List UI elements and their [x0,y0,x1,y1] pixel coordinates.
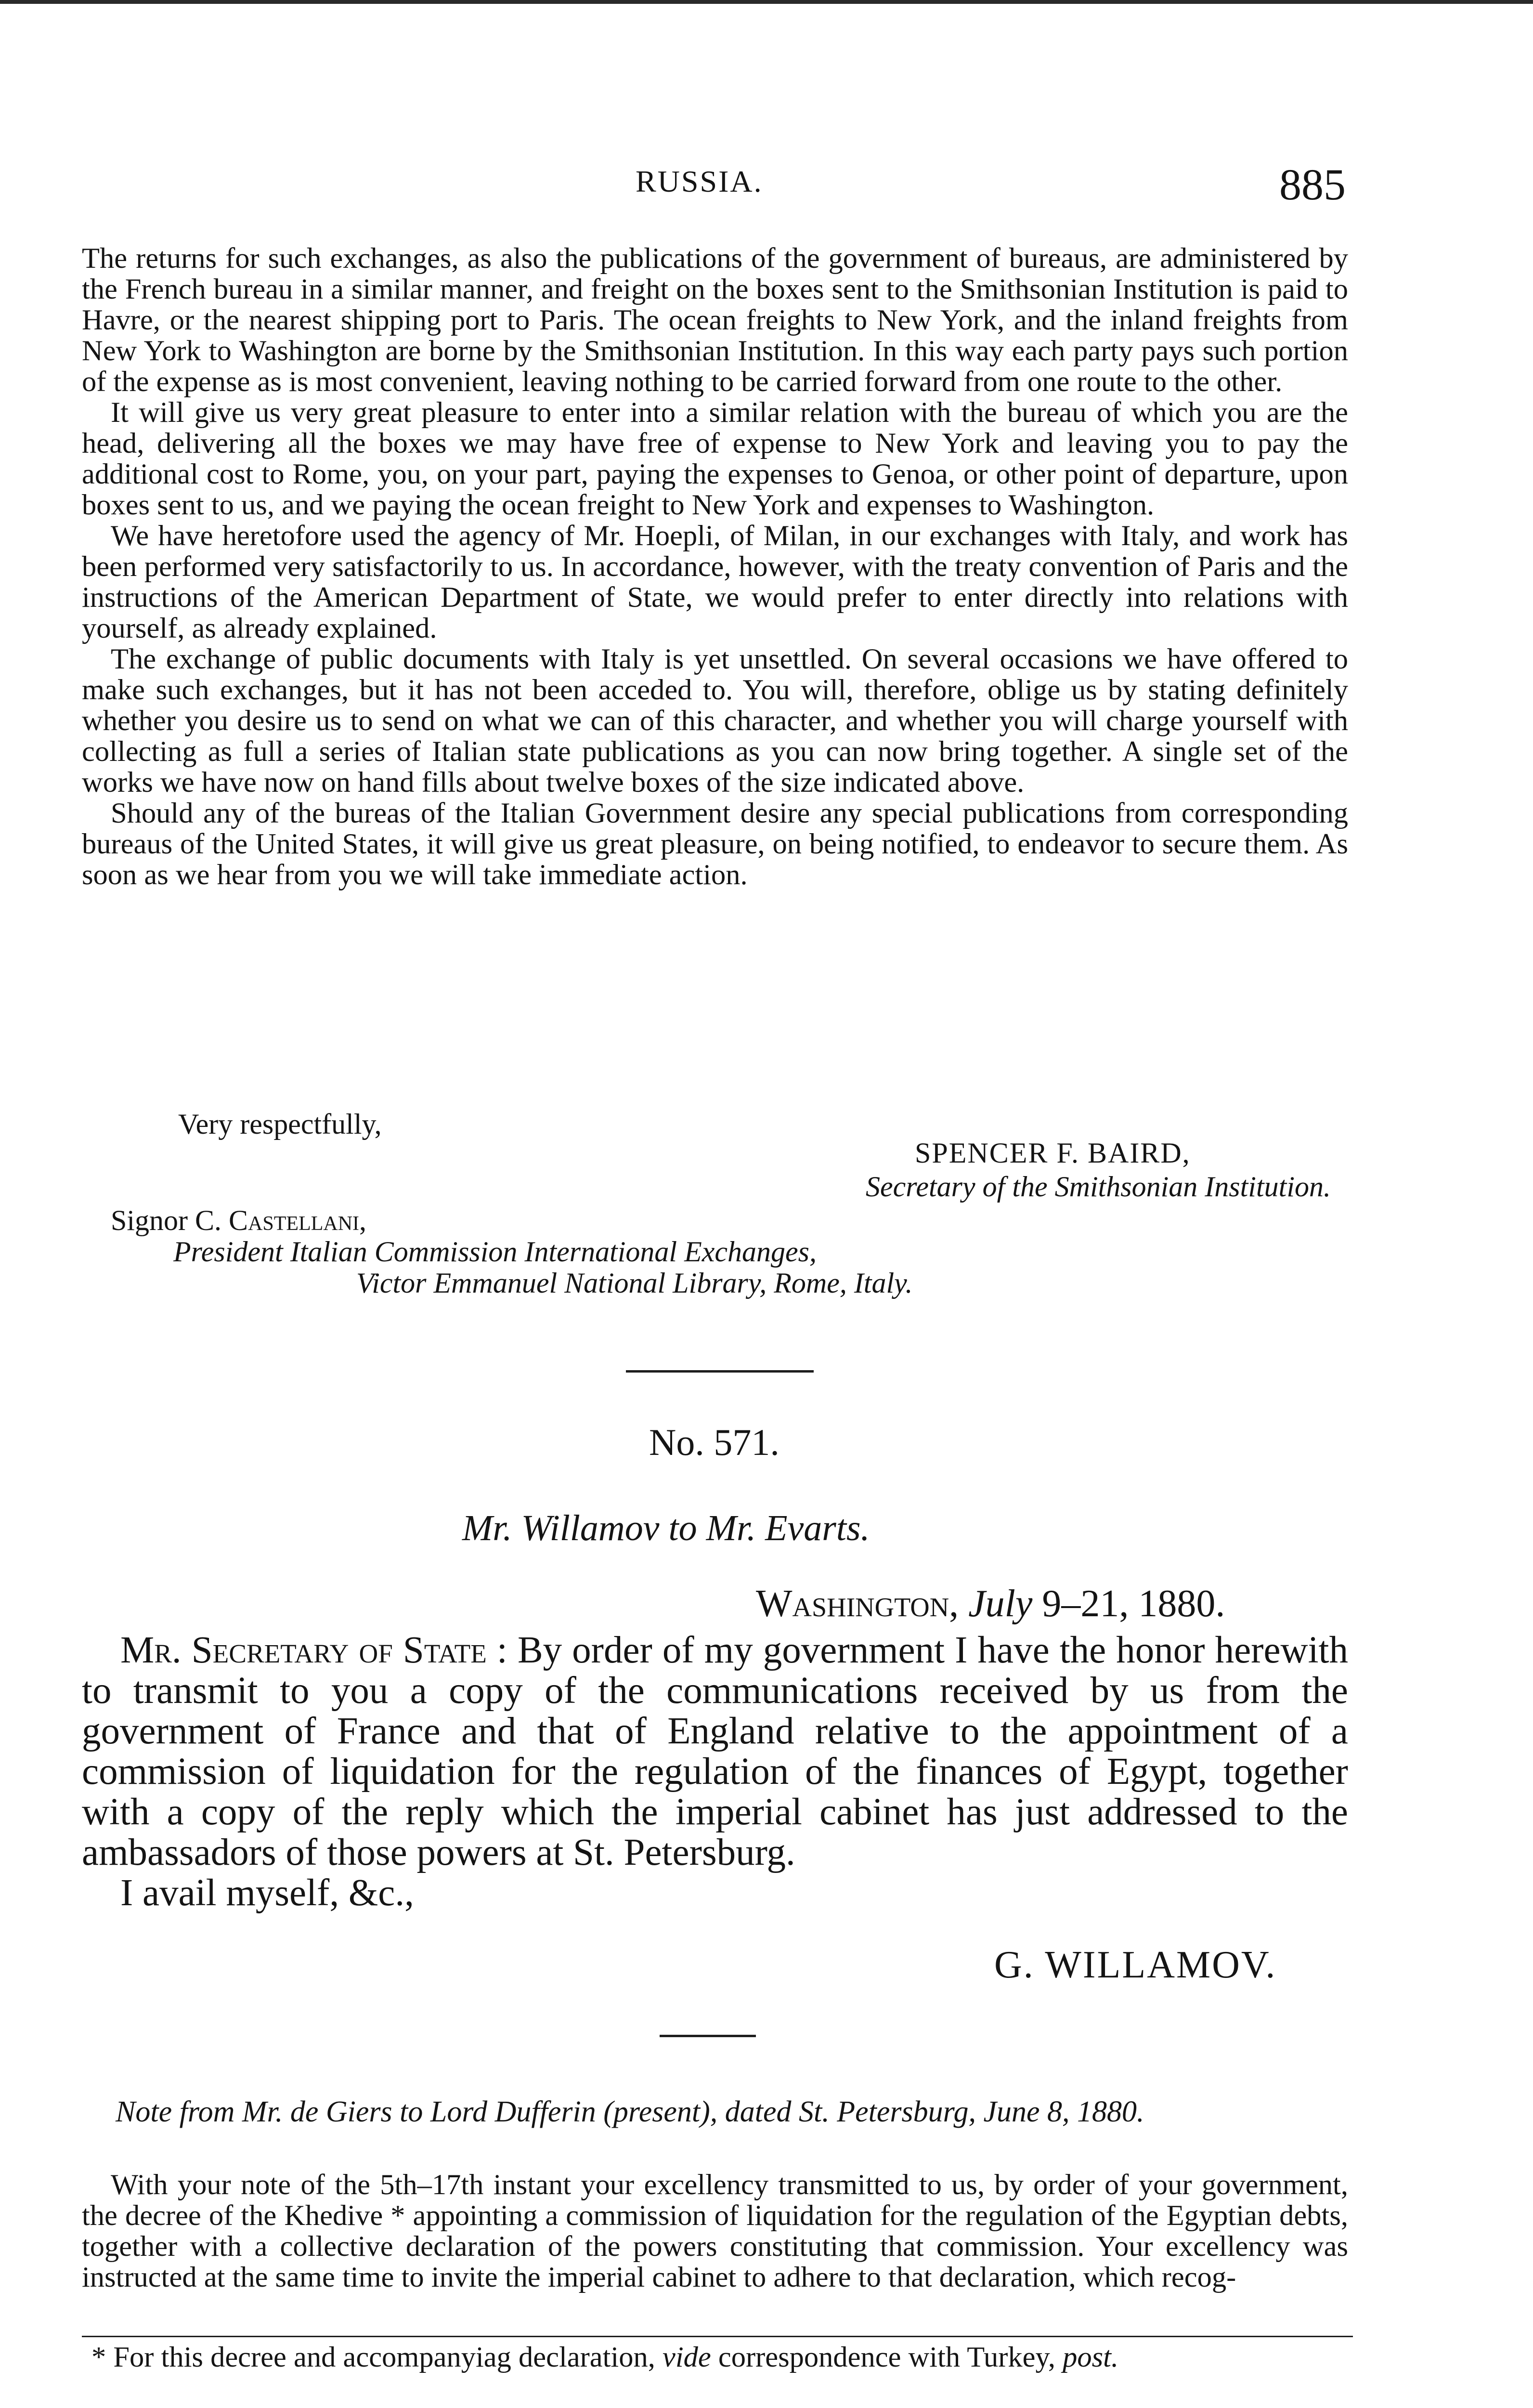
page-number: 885 [1279,160,1346,209]
section-divider [626,1370,814,1373]
salutation-separator: : [486,1629,518,1671]
footnote-vide: vide [662,2341,711,2373]
addressee-line-2: Victor Emmanuel National Library, Rome, Italy. [356,1267,913,1299]
footnote-text [82,2342,1348,2373]
paragraph: The returns for such exchanges, as also the publications of the government of bureaus, are administered by the French bureau in a similar manner, and freight on the boxes sent to the Smithsonian Institution is paid to Havre, or the nearest shipping port to Paris. The ocean freights to New York, and the inland freights from New York to Washington are borne by the Smithsonian Institution. In this way each party pays such portion of the expense as is most convenient, leaving nothing to be carried forward from one route to the other. [82,242,1348,398]
footnote-rule [82,2336,1353,2337]
paragraph: It will give us very great pleasure to enter into a similar relation with the bureau of which you are the head, delivering all the boxes we may have free of expense to New York and leaving you to pay the additional cost to Rome, you, on your part, paying the expenses to Genoa, or other point of departure, upon boxes sent to us, and we paying the ocean freight to New York and expenses to Washington. [82,396,1348,521]
addressee [111,1204,366,1237]
page-header [82,159,1353,212]
section-divider [660,2035,756,2037]
letter-body-large [82,1630,1348,1913]
body-text: By order of my government I have the honor herewith to transmit to you a copy of the communications received by us from the government of France and that of England relative to the appointment of a commission of liquidation for the regulation of the finances of Egypt, together with a copy of the reply which the imperial cabinet has just addressed to the ambassadors of those powers at St. Petersburg. [82,1629,1349,1873]
addressee-name: Castellani, [229,1204,367,1236]
running-head: RUSSIA. [636,164,763,198]
paragraph [82,1630,1348,1873]
footnote-marker: * [91,2341,114,2373]
signature-title: Secretary of the Smithsonian Institution. [865,1171,1331,1203]
closing-line: I avail myself, &c., [120,1872,414,1914]
salutation: Mr. Secretary of State [120,1629,487,1671]
note-body [82,2170,1348,2293]
dateline-month: July [968,1583,1033,1625]
letter-body [82,243,1348,890]
letter-title: Mr. Willamov to Mr. Evarts. [462,1508,870,1548]
document-number: No. 571. [649,1421,779,1463]
footnote-post: post. [1063,2341,1119,2373]
paragraph: We have heretofore used the agency of Mr. Hoepli, of Milan, in our exchanges with Italy, and work has been performed very satisfactorily to us. In accordance, however, with the treaty convention of Paris and the instructions of the American Department of State, we would prefer to enter directly into relations with yourself, as already explained. [82,520,1348,644]
paragraph: Should any of the bureas of the Italian Government desire any special publications from corresponding bureaus of the United States, it will give us great pleasure, on being notified, to endeavor to secure them. As soon as we hear from you we will take immediate action. [82,797,1348,891]
addressee-line-1: President Italian Commission International Exchanges, [173,1236,817,1268]
footnote-text-after: correspondence with Turkey, [711,2341,1063,2373]
footnote-text-before: For this decree and accompanyiag declaration, [113,2341,663,2373]
dateline [756,1582,1225,1626]
addressee-prefix: Signor C. [111,1204,229,1236]
dateline-rest: 9–21, 1880. [1042,1583,1225,1625]
dateline-place: Washington, [756,1583,959,1625]
note-heading: Note from Mr. de Giers to Lord Dufferin (present), dated St. Petersburg, June 8, 1880. [116,2095,1144,2128]
top-edge-rule [0,0,1533,4]
footnote [82,2342,1348,2373]
signature: SPENCER F. BAIRD, [915,1137,1191,1169]
paragraph: The exchange of public documents with Italy is yet unsettled. On several occasions we have offered to make such exchanges, but it has not been acceded to. You will, therefore, oblige us by stating definitely whether you desire us to send on what we can of this character, and whether you will charge yourself with collecting as full a series of Italian state publications as you can now bring together. A single set of the works we have now on hand fills about twelve boxes of the size indicated above. [82,643,1348,798]
letter-closing: Very respectfully, [178,1108,382,1140]
signature: G. WILLAMOV. [994,1944,1277,1986]
paragraph: With your note of the 5th–17th instant your excellency transmitted to us, by order of your government, the decree of the Khedive * appointing a commission of liquidation for the regulation of the Egyptian debts, together with a collective declaration of the powers constituting that commission. Your excellency was instructed at the same time to invite the imperial cabinet to adhere to that declaration, which recog- [82,2169,1348,2293]
